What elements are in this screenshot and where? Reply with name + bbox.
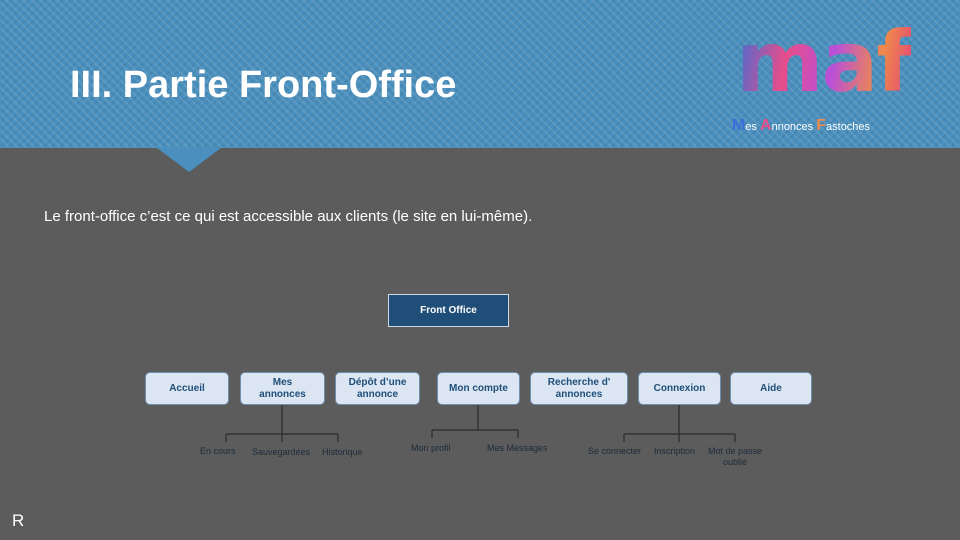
leaf-en-cours: En cours [200, 446, 236, 456]
front-office-root: Front Office [388, 294, 509, 327]
logo-word: maf [736, 13, 911, 111]
logo-tagline-part: nnonces [771, 121, 817, 133]
leaf-mot-de-passe-oublie: Mot de passe oublié [708, 446, 763, 467]
leaf-historique: Historique [322, 447, 363, 457]
node-connexion: Connexion [638, 372, 721, 405]
slide-title: III. Partie Front-Office [70, 64, 457, 106]
intro-text: Le front-office c’est ce qui est accessible aux clients (le site en lui-même). [44, 208, 533, 225]
node-depot-annonce: Dépôt d’une annonce [335, 372, 420, 405]
leaf-sauvegardees: Sauvegardées [252, 447, 311, 457]
node-recherche-annonces: Recherche d' annonces [530, 372, 628, 405]
node-aide: Aide [730, 372, 812, 405]
logo-tagline-part: astoches [826, 121, 871, 133]
leaf-se-connecter: Se connecter [588, 446, 642, 456]
logo-letter-a: A [760, 117, 772, 134]
logo-tagline-part: es [745, 121, 761, 133]
leaf-mon-profil: Mon profil [411, 443, 451, 453]
leaf-mes-messages: Mes Messages [487, 443, 548, 453]
node-mon-compte: Mon compte [437, 372, 520, 405]
node-mes-annonces: Mes annonces [240, 372, 325, 405]
logo-letter-m: M [732, 117, 746, 134]
logo-letter-f: F [816, 117, 827, 134]
node-accueil: Accueil [145, 372, 229, 405]
leaf-inscription: Inscription [654, 446, 696, 456]
corner-letter: R [12, 511, 25, 530]
